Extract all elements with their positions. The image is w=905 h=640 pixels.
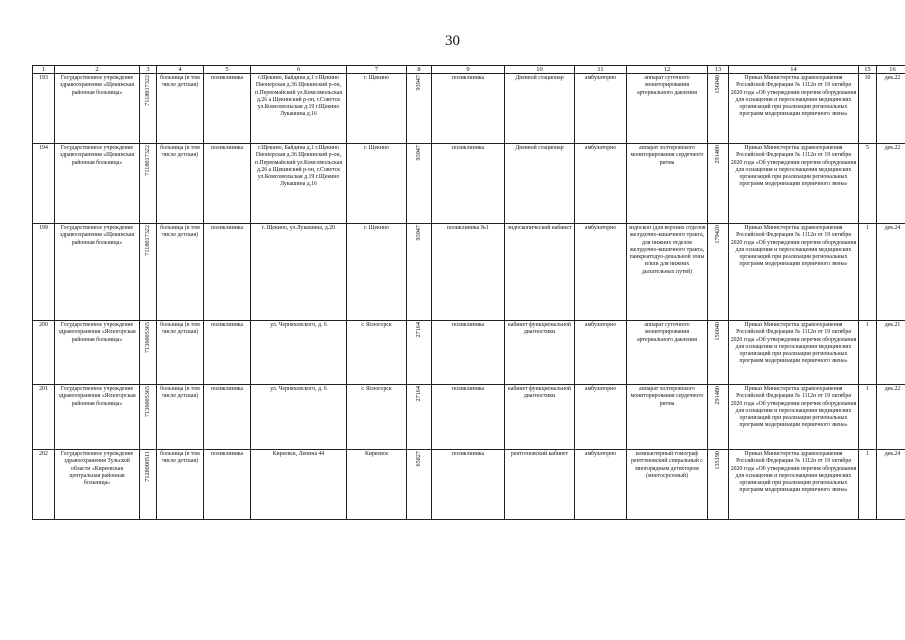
row-number-cell: 199 [33, 224, 55, 321]
oktmo-code: 27164 [415, 386, 423, 402]
facility-type-cell: больница (в том числе детская) [157, 224, 204, 321]
delivery-period-cell: дек.24 [877, 224, 905, 321]
table-row [33, 224, 905, 321]
equipment-price-cell [708, 224, 729, 321]
subdivision-cell: поликлиника [432, 385, 505, 450]
column-number-14: 14 [729, 66, 859, 74]
address-cell: г. Щекино, ул.Лукашина, д.20 [251, 224, 347, 321]
equipment-name-cell: аппарат холтеровского мониторирования сердечного ритма [627, 144, 708, 224]
oktmo-code: 93947 [415, 145, 423, 161]
ogrn-code: 7136005365 [144, 322, 152, 353]
ogrn-code-cell [140, 385, 157, 450]
row-number-cell: 201 [33, 385, 55, 450]
equipment-price: 135190 [714, 451, 722, 470]
quantity-cell: 1 [859, 224, 877, 321]
care-form-cell: амбулаторно [575, 74, 627, 144]
equipment-name-cell: эндоскоп (для верхних отделов желудочно-кишечного тракта, для нижних отделов желудочно-кишечного тракта, панкреатодуо-денальной зоны и/или для нижних дыхательных путей) [627, 224, 708, 321]
address-cell: ул. Черняховского, д. 6 [251, 321, 347, 385]
regulatory-order-cell: Приказ Министерства здравоохранения Российской Федерации № 1112н от 19 октября 2020 года «Об утверждении перечня оборудования для оснащения и переоснащения медицинских организаций при реализации региональных программ модернизации первичного звена» [729, 144, 859, 224]
row-number-cell: 200 [33, 321, 55, 385]
equipment-name-cell: аппарат суточного мониторирования артериального давления [627, 74, 708, 144]
oktmo-code-cell [407, 224, 432, 321]
ogrn-code: 7136005365 [144, 386, 152, 417]
oktmo-code-cell [407, 385, 432, 450]
quantity-cell: 1 [859, 321, 877, 385]
ogrn-code-cell [140, 144, 157, 224]
care-form-cell: амбулаторно [575, 224, 627, 321]
ogrn-code-cell [140, 224, 157, 321]
oktmo-code-cell [407, 144, 432, 224]
column-number-11: 11 [575, 66, 627, 74]
care-form-cell: амбулаторно [575, 321, 627, 385]
page-number: 30 [445, 33, 460, 49]
row-number-cell: 202 [33, 450, 55, 520]
department-cell: эндоскопический кабинет [505, 224, 575, 321]
ogrn-code-cell [140, 321, 157, 385]
ogrn-code: 7118017322 [144, 225, 152, 256]
unit-name-cell: поликлиника [204, 74, 251, 144]
quantity-cell: 5 [859, 144, 877, 224]
table-row [33, 385, 905, 450]
regulatory-order-cell: Приказ Министерства здравоохранения Российской Федерации № 1112н от 19 октября 2020 года «Об утверждении перечня оборудования для оснащения и переоснащения медицинских организаций при реализации региональных программ модернизации первичного звена» [729, 385, 859, 450]
table-row [33, 450, 905, 520]
city-cell: г. Щекино [347, 144, 407, 224]
column-number-2: 2 [55, 66, 140, 74]
column-number-4: 4 [157, 66, 204, 74]
regulatory-order-cell: Приказ Министерства здравоохранения Российской Федерации № 1112н от 19 октября 2020 года «Об утверждении перечня оборудования для оснащения и переоснащения медицинских организаций при реализации региональных программ модернизации первичного звена» [729, 321, 859, 385]
facility-type-cell: больница (в том числе детская) [157, 450, 204, 520]
column-number-10: 10 [505, 66, 575, 74]
department-cell: Дневной стационар [505, 74, 575, 144]
delivery-period-cell: дек.22 [877, 385, 905, 450]
equipment-table [32, 65, 905, 520]
quantity-cell: 1 [859, 385, 877, 450]
table-row [33, 321, 905, 385]
subdivision-cell: поликлиника [432, 450, 505, 520]
equipment-price-cell [708, 74, 729, 144]
equipment-price: 156040 [714, 322, 722, 341]
subdivision-cell: поликлиника [432, 144, 505, 224]
delivery-period-cell: дек.21 [877, 321, 905, 385]
organization-name-cell: Государственное учреждение здравоохранения «Щекинская районная больница» [55, 144, 140, 224]
city-cell: г. Щекино [347, 74, 407, 144]
oktmo-code: 65827 [415, 451, 423, 467]
care-form-cell: амбулаторно [575, 144, 627, 224]
facility-type-cell: больница (в том числе детская) [157, 144, 204, 224]
oktmo-code: 27164 [415, 322, 423, 338]
unit-name-cell: поликлиника [204, 385, 251, 450]
delivery-period-cell: дек.22 [877, 144, 905, 224]
equipment-name-cell: аппарат холтеровского мониторирования сердечного ритма [627, 385, 708, 450]
facility-type-cell: больница (в том числе детская) [157, 321, 204, 385]
organization-name-cell: Государственное учреждение здравоохранения «Щекинская районная больница» [55, 74, 140, 144]
column-number-12: 12 [627, 66, 708, 74]
row-number-cell: 194 [33, 144, 55, 224]
equipment-price: 291480 [714, 386, 722, 405]
care-form-cell: амбулаторно [575, 385, 627, 450]
regulatory-order-cell: Приказ Министерства здравоохранения Российской Федерации № 1112н от 19 октября 2020 года «Об утверждении перечня оборудования для оснащения и переоснащения медицинских организаций при реализации региональных программ модернизации первичного звена» [729, 74, 859, 144]
oktmo-code-cell [407, 321, 432, 385]
column-number-16: 16 [877, 66, 905, 74]
ogrn-code: 7118017322 [144, 145, 152, 176]
quantity-cell: 10 [859, 74, 877, 144]
equipment-name-cell: аппарат суточного мониторирования артериального давления [627, 321, 708, 385]
delivery-period-cell: дек.24 [877, 450, 905, 520]
header-row [33, 66, 905, 74]
unit-name-cell: поликлиника [204, 321, 251, 385]
oktmo-code-cell [407, 450, 432, 520]
column-number-7: 7 [347, 66, 407, 74]
column-number-6: 6 [251, 66, 347, 74]
city-cell: г. Ясногорск [347, 321, 407, 385]
oktmo-code-cell [407, 74, 432, 144]
care-form-cell: амбулаторно [575, 450, 627, 520]
organization-name-cell: Государственное учреждение здравоохранения «Щекинская районная больница» [55, 224, 140, 321]
subdivision-cell: поликлиника [432, 74, 505, 144]
address-cell: Киреевск, Ленина 44 [251, 450, 347, 520]
address-cell: ул. Черняховского, д. 6 [251, 385, 347, 450]
facility-type-cell: больница (в том числе детская) [157, 74, 204, 144]
oktmo-code: 93947 [415, 225, 423, 241]
equipment-price-cell [708, 385, 729, 450]
address-cell: г.Щекино, Байдина д.1 г.Щекино Пионерская д.36 Щекинский р-он, п.Первомайский ул.Комсомольская д.26 а Щекинский р-он, г.Советск ул.Комсомольская д.19 г.Щекино Лукашина д.16 [251, 144, 347, 224]
address-cell: г.Щекино, Байдина д.1 г.Щекино Пионерская д.36 Щекинский р-он, п.Первомайский ул.Комсомольская д.26 а Щекинский р-он, г.Советск ул.Комсомольская д.19 г.Щекино Лукашина д.16 [251, 74, 347, 144]
ogrn-code-cell [140, 450, 157, 520]
equipment-price-cell [708, 450, 729, 520]
subdivision-cell: поликлиника [432, 321, 505, 385]
table-row [33, 144, 905, 224]
city-cell: Киреевск [347, 450, 407, 520]
unit-name-cell: поликлиника [204, 450, 251, 520]
ogrn-code-cell [140, 74, 157, 144]
delivery-period-cell: дек.22 [877, 74, 905, 144]
equipment-price: 291480 [714, 145, 722, 164]
subdivision-cell: поликлиника №1 [432, 224, 505, 321]
table-body [33, 66, 905, 520]
organization-name-cell: Государственное учреждение здравоохранения «Ясногорская районная больница» [55, 385, 140, 450]
department-cell: Дневной стационар [505, 144, 575, 224]
row-number-cell: 193 [33, 74, 55, 144]
table-row [33, 74, 905, 144]
regulatory-order-cell: Приказ Министерства здравоохранения Российской Федерации № 1112н от 19 октября 2020 года «Об утверждении перечня оборудования для оснащения и переоснащения медицинских организаций при реализации региональных программ модернизации первичного звена» [729, 224, 859, 321]
ogrn-code: 7128000511 [144, 451, 152, 482]
equipment-price: 179420 [714, 225, 722, 244]
quantity-cell: 1 [859, 450, 877, 520]
city-cell: г. Щекино [347, 224, 407, 321]
equipment-name-cell: компьютерный томограф рентгеновский спиральный с многорядным детектором (многосрезовый) [627, 450, 708, 520]
column-number-8: 8 [407, 66, 432, 74]
regulatory-order-cell: Приказ Министерства здравоохранения Российской Федерации № 1112н от 19 октября 2020 года «Об утверждении перечня оборудования для оснащения и переоснащения медицинских организаций при реализации региональных программ модернизации первичного звена» [729, 450, 859, 520]
ogrn-code: 7118017322 [144, 75, 152, 106]
column-number-5: 5 [204, 66, 251, 74]
column-number-15: 15 [859, 66, 877, 74]
department-cell: кабинет функциональной диагностики [505, 385, 575, 450]
column-number-9: 9 [432, 66, 505, 74]
column-number-13: 13 [708, 66, 729, 74]
unit-name-cell: поликлиника [204, 144, 251, 224]
unit-name-cell: поликлиника [204, 224, 251, 321]
equipment-price-cell [708, 144, 729, 224]
equipment-price-cell [708, 321, 729, 385]
column-number-3: 3 [140, 66, 157, 74]
column-number-1: 1 [33, 66, 55, 74]
department-cell: кабинет функциональной диагностики [505, 321, 575, 385]
facility-type-cell: больница (в том числе детская) [157, 385, 204, 450]
oktmo-code: 93947 [415, 75, 423, 91]
equipment-price: 156040 [714, 75, 722, 94]
department-cell: рентгеновский кабинет [505, 450, 575, 520]
organization-name-cell: Государственное учреждение здравоохранения Тульской области «Киреевская центральная районная больница» [55, 450, 140, 520]
organization-name-cell: Государственное учреждение здравоохранения «Ясногорская районная больница» [55, 321, 140, 385]
city-cell: г. Ясногорск [347, 385, 407, 450]
